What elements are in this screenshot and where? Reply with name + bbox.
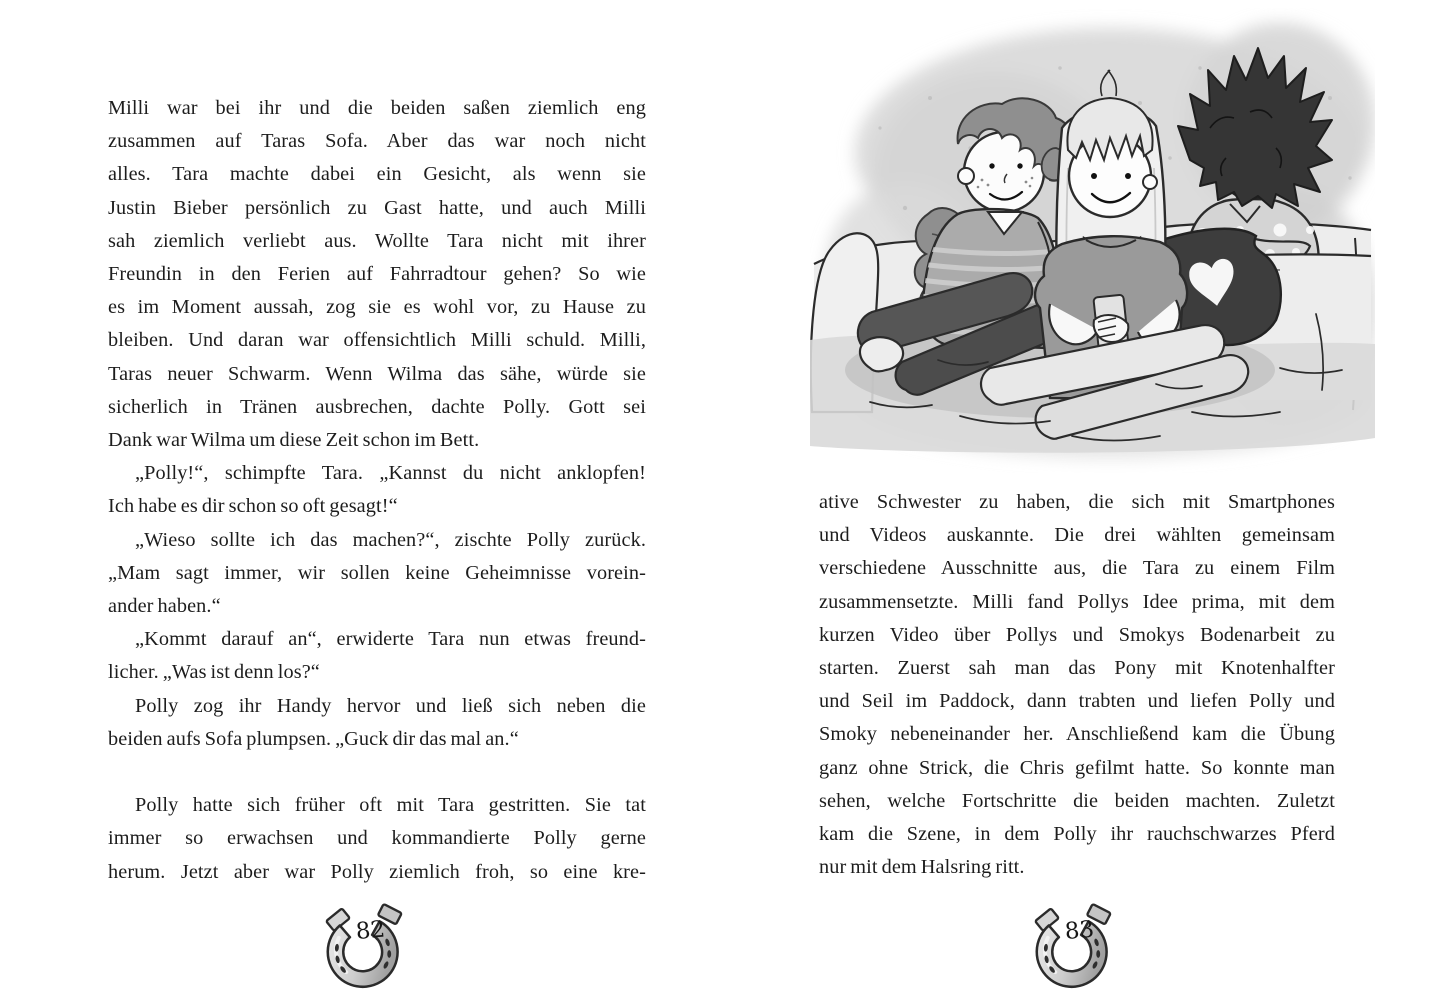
page-right-text (819, 486, 1335, 884)
text-line: alles. Tara machte dabei ein Gesicht, als wenn sie (108, 163, 646, 186)
paragraph (819, 486, 1335, 884)
paragraph (108, 690, 646, 756)
text-line: sehen, welche Fortschritte die beiden machten. Zuletzt (819, 789, 1335, 812)
text-line: licher. „Was ist denn los?“ (108, 661, 320, 684)
text-line: Taras neuer Schwarm. Wenn Wilma das sähe, würde sie (108, 362, 646, 385)
text-line: Polly zog ihr Handy hervor und ließ sich neben die (135, 694, 646, 717)
text-line: Freundin in den Ferien auf Fahrradtour gehen? So wie (108, 263, 646, 286)
text-line: sah ziemlich verliebt aus. Wollte Tara nicht mit ihrer (108, 229, 646, 252)
text-line: „Kommt darauf an“, erwiderte Tara nun etwas freund- (135, 628, 646, 651)
text-line: herum. Jetzt aber war Polly ziemlich froh, so eine kre- (108, 860, 646, 883)
text-line: kam die Szene, in dem Polly ihr rauchschwarzes Pferd (819, 823, 1335, 846)
text-line: Polly hatte sich früher oft mit Tara gestritten. Sie tat (135, 794, 646, 817)
text-line: kurzen Video über Pollys und Smokys Bodenarbeit zu (819, 623, 1335, 646)
text-line: beiden aufs Sofa plumpsen. „Guck dir das mal an.“ (108, 727, 519, 750)
text-line: ganz ohne Strick, die Chris gefilmt hatte. So konnte man (819, 756, 1335, 779)
text-line: Justin Bieber persönlich zu Gast hatte, und auch Milli (108, 196, 646, 219)
text-line: es im Moment aussah, zog sie es wohl vor, zu Hause zu (108, 296, 646, 319)
text-line: zusammensetzte. Milli fand Pollys Idee prima, mit dem (819, 590, 1335, 613)
text-line: zusammen auf Taras Sofa. Aber das war noch nicht (108, 130, 646, 153)
paragraph (108, 623, 646, 689)
paragraph (108, 524, 646, 624)
text-line: „Mam sagt immer, wir sollen keine Geheimnisse vorein- (108, 561, 646, 584)
text-line: starten. Zuerst sah man das Pony mit Knotenhalfter (819, 657, 1335, 680)
text-line: und Videos auskannte. Die drei wählten gemeinsam (819, 524, 1335, 547)
page-number: 82 (354, 916, 387, 945)
three-girls-on-sofa-illustration (810, 8, 1375, 473)
text-line: sicherlich in Tränen ausbrechen, dachte Polly. Gott sei (108, 395, 646, 418)
text-line: Ich habe es dir schon so oft gesagt!“ (108, 495, 398, 518)
text-line: Dank war Wilma um diese Zeit schon im Bett. (108, 429, 480, 452)
page-left-text (108, 92, 646, 889)
text-line: „Wieso sollte ich das machen?“, zischte Polly zurück. (135, 528, 646, 551)
text-line: ative Schwester zu haben, die sich mit Smartphones (819, 491, 1335, 513)
text-line: und Seil im Paddock, dann trabten und liefen Polly und (819, 690, 1335, 713)
page-number: 83 (1063, 916, 1096, 945)
text-line: ander haben.“ (108, 595, 221, 618)
paragraph (108, 457, 646, 523)
text-line: Smoky nebeneinander her. Anschließend kam die Übung (819, 723, 1335, 746)
text-line: „Polly!“, schimpfte Tara. „Kannst du nicht anklopfen! (135, 462, 646, 485)
page-left-footer (319, 898, 416, 995)
text-line: immer so erwachsen und kommandierte Polly gerne (108, 827, 646, 850)
text-line: bleiben. Und daran war offensichtlich Milli schuld. Milli, (108, 329, 646, 352)
text-line: nur mit dem Halsring ritt. (819, 856, 1025, 879)
paragraph (108, 789, 646, 889)
paragraph (108, 92, 646, 457)
text-line: Milli war bei ihr und die beiden saßen ziemlich eng (108, 97, 646, 119)
text-line: verschiedene Ausschnitte aus, die Tara zu einem Film (819, 557, 1335, 580)
page-right-footer (1028, 898, 1125, 995)
